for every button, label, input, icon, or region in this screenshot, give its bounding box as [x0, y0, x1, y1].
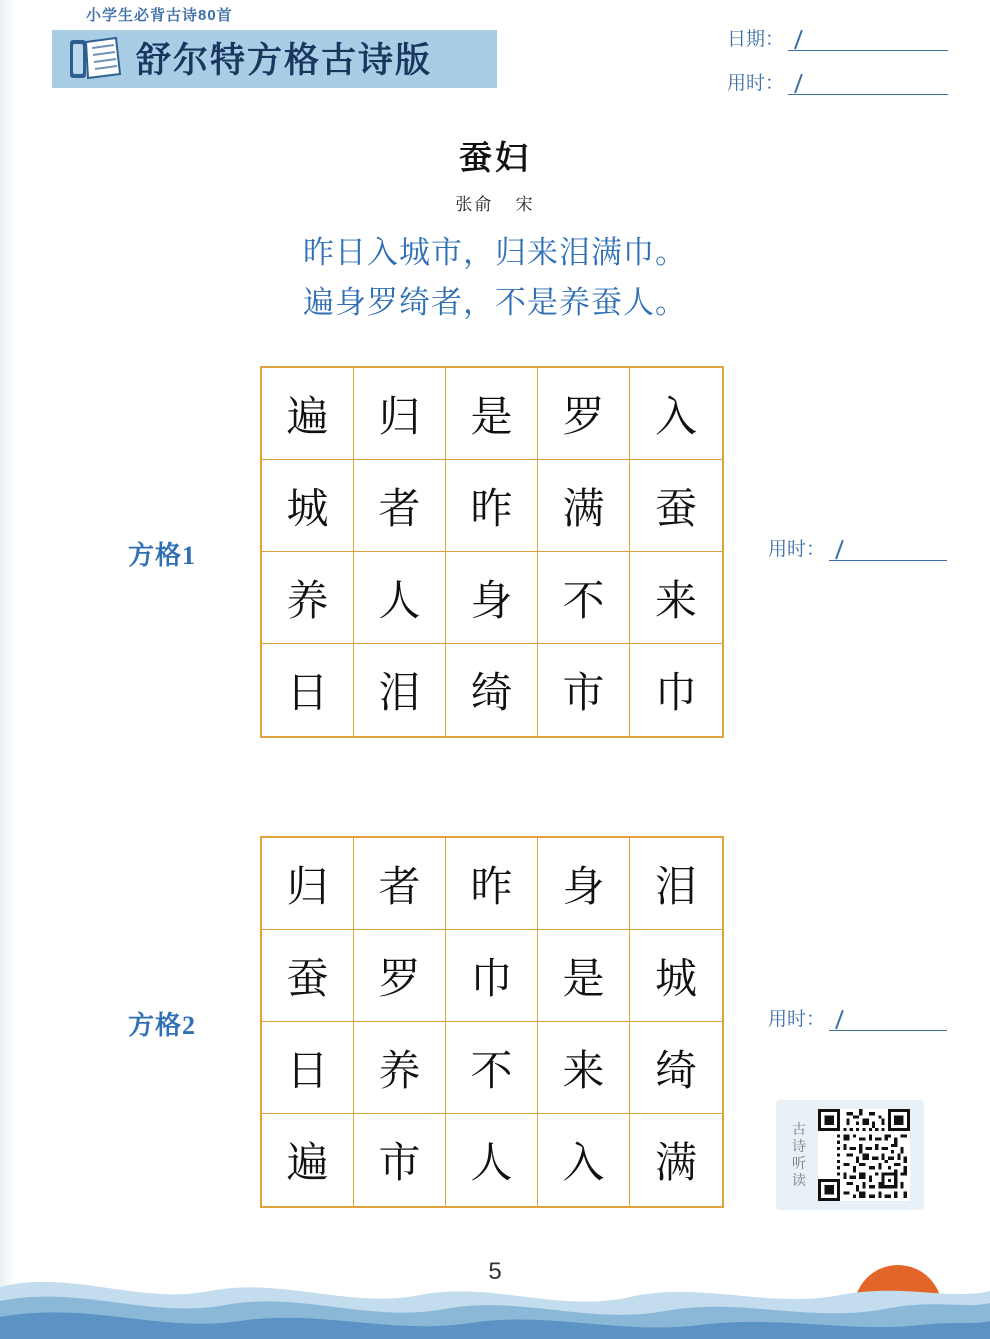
grid-cell[interactable]: 绮	[446, 644, 538, 736]
grid-cell[interactable]: 罗	[538, 368, 630, 460]
qr-caption-line-1: 古	[792, 1121, 806, 1138]
grid-cell[interactable]: 城	[262, 460, 354, 552]
grid-cell[interactable]: 泪	[354, 644, 446, 736]
grid-cell[interactable]: 来	[538, 1022, 630, 1114]
page-number: 5	[488, 1258, 502, 1285]
pen-stroke-icon	[835, 1010, 844, 1029]
grid-cell[interactable]: 人	[446, 1114, 538, 1206]
page-title: 舒尔特方格古诗版	[136, 41, 433, 80]
grid-2-duration-label: 用时：	[768, 1009, 826, 1030]
grid-cell[interactable]: 蚕	[630, 460, 722, 552]
duration-input-rule[interactable]	[788, 73, 948, 95]
series-label: 小学生必背古诗80首	[86, 7, 233, 24]
grid-cell[interactable]: 不	[446, 1022, 538, 1114]
poem-line-2: 遍身罗绮者，不是养蚕人。	[303, 285, 687, 321]
grid-1-duration-field[interactable]	[768, 534, 947, 561]
grid-cell[interactable]: 泪	[630, 838, 722, 930]
grid-cell[interactable]: 是	[538, 930, 630, 1022]
grid-cell[interactable]: 人	[354, 552, 446, 644]
poem-title: 蚕妇	[459, 141, 531, 177]
grid-2-duration-field[interactable]	[768, 1004, 947, 1031]
pen-stroke-icon	[835, 540, 844, 559]
duration-field[interactable]	[727, 68, 948, 95]
book-scroll-icon	[66, 28, 128, 90]
qr-code-icon[interactable]	[818, 1109, 910, 1201]
grid-cell[interactable]: 来	[630, 552, 722, 644]
grid-cell[interactable]: 昨	[446, 838, 538, 930]
schulte-grid-2[interactable]	[260, 836, 724, 1208]
grid-cell[interactable]: 不	[538, 552, 630, 644]
grid-1-label: 方格1	[128, 541, 197, 570]
grid-cell[interactable]: 城	[630, 930, 722, 1022]
grid-cell[interactable]: 身	[538, 838, 630, 930]
grid-cell[interactable]: 市	[538, 644, 630, 736]
grid-cell[interactable]: 身	[446, 552, 538, 644]
grid-cell[interactable]: 罗	[354, 930, 446, 1022]
poem-line-1: 昨日入城市，归来泪满巾。	[303, 235, 687, 270]
grid-cell[interactable]: 者	[354, 460, 446, 552]
grid-cell[interactable]: 遍	[262, 1114, 354, 1206]
poem-author: 张俞	[455, 195, 494, 214]
pen-stroke-icon	[794, 74, 803, 93]
poem-dynasty: 宋	[515, 195, 535, 214]
grid-cell[interactable]: 养	[354, 1022, 446, 1114]
grid-1-duration-label: 用时：	[768, 539, 826, 560]
duration-label: 用时：	[726, 73, 784, 94]
grid-cell[interactable]: 遍	[262, 368, 354, 460]
grid-cell[interactable]: 归	[262, 838, 354, 930]
poem-author-line	[0, 190, 990, 215]
qr-listen-read-box[interactable]	[776, 1100, 924, 1210]
grid-cell[interactable]: 满	[538, 460, 630, 552]
grid-cell[interactable]: 归	[354, 368, 446, 460]
schulte-grid-1[interactable]	[260, 366, 724, 738]
date-label: 日期：	[726, 29, 784, 50]
grid-cell[interactable]: 蚕	[262, 930, 354, 1022]
grid-cell[interactable]: 者	[354, 838, 446, 930]
qr-caption-line-2: 诗	[792, 1138, 806, 1155]
grid-cell[interactable]: 满	[654, 1141, 697, 1187]
grid-cell[interactable]: 入	[630, 368, 722, 460]
qr-caption-line-4: 读	[792, 1171, 806, 1188]
grid-cell[interactable]: 日	[262, 644, 354, 736]
grid-cell[interactable]: 日	[262, 1022, 354, 1114]
grid-cell[interactable]: 养	[262, 552, 354, 644]
grid-2-duration-input-rule[interactable]	[829, 1009, 947, 1031]
grid-cell[interactable]: 是	[446, 368, 538, 460]
grid-cell[interactable]: 绮	[630, 1022, 722, 1114]
grid-cell[interactable]: 入	[538, 1114, 630, 1206]
grid-1-duration-input-rule[interactable]	[829, 539, 947, 561]
grid-cell[interactable]: 市	[354, 1114, 446, 1206]
date-input-rule[interactable]	[788, 29, 948, 51]
date-field[interactable]	[727, 24, 948, 51]
grid-2-label: 方格2	[128, 1011, 197, 1040]
grid-cell[interactable]: 昨	[446, 460, 538, 552]
qr-caption-line-3: 听	[792, 1155, 806, 1171]
qr-caption	[786, 1121, 812, 1188]
grid-cell[interactable]: 巾	[654, 671, 697, 717]
pen-stroke-icon	[794, 30, 803, 49]
footer-wave-decoration	[0, 1243, 990, 1339]
grid-cell[interactable]: 巾	[446, 930, 538, 1022]
poem-body	[0, 228, 990, 328]
